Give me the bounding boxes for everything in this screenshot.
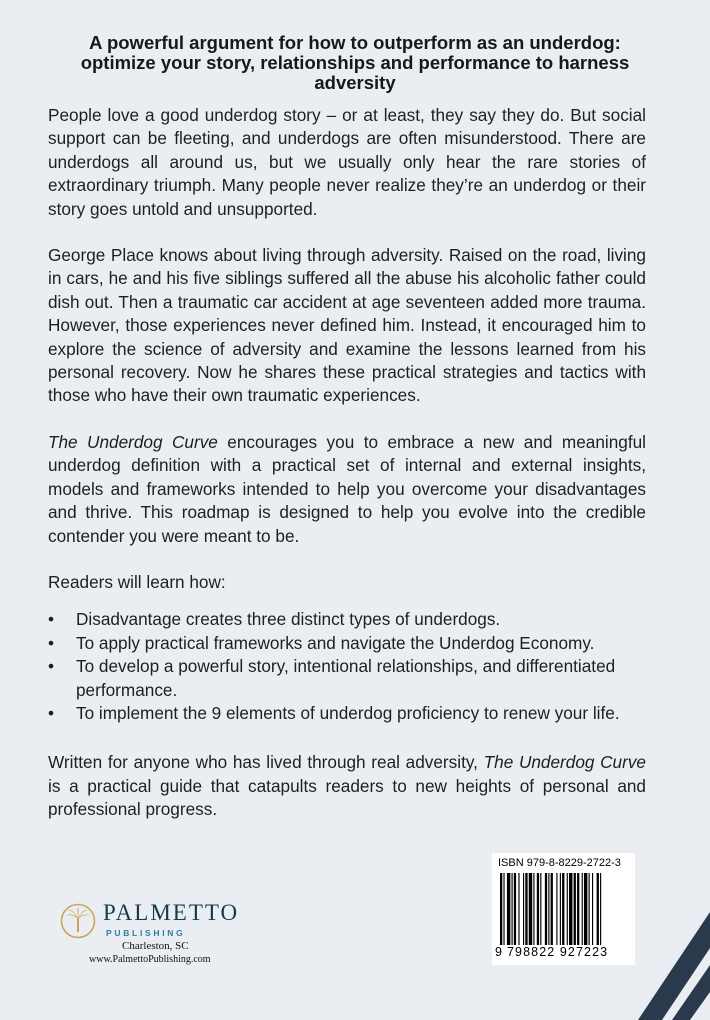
- list-item: • Disadvantage creates three distinct types of underdogs.: [48, 608, 646, 631]
- barcode-bar: [589, 873, 590, 945]
- isbn-label: ISBN 979-8-8229-2722-3: [498, 857, 621, 869]
- barcode-bar: [514, 873, 516, 945]
- barcode-bars: [500, 873, 627, 945]
- list-item: • To apply practical frameworks and navigate the Underdog Economy.: [48, 632, 646, 655]
- barcode-bar: [556, 873, 557, 945]
- description-body: [48, 104, 646, 845]
- barcode-digits: 798822 927223: [507, 945, 609, 959]
- barcode-bar: [529, 873, 532, 945]
- barcode-bar: [518, 873, 519, 945]
- book-title: The Underdog Curve: [48, 431, 218, 452]
- barcode-bar: [567, 873, 568, 945]
- barcode-bar: [574, 873, 576, 945]
- barcode-bar: [600, 873, 601, 945]
- barcode-bar: [525, 873, 527, 945]
- barcode-bar: [523, 873, 524, 945]
- barcode-bar: [577, 873, 579, 945]
- barcode-bar: [582, 873, 583, 945]
- barcode-bar: [540, 873, 541, 945]
- barcode-bar: [597, 873, 599, 945]
- barcode-bar: [584, 873, 587, 945]
- palmetto-tree-icon: [60, 903, 96, 939]
- barcode-bar: [545, 873, 547, 945]
- list-item: • To implement the 9 elements of underdog proficiency to renew your life.: [48, 702, 646, 725]
- barcode-bar: [507, 873, 510, 945]
- paragraph-closing: Written for anyone who has lived through real adversity, The Underdog Curve is a practical guide that catapults readers to new heights of personal and professional progress.: [48, 752, 646, 820]
- paragraph-readers-learn: Readers will learn how:: [48, 571, 226, 592]
- bullet-icon: •: [48, 656, 55, 677]
- list-item: • To develop a powerful story, intentional relationships, and differentiated performance.: [48, 656, 616, 700]
- barcode-bar: [562, 873, 564, 945]
- headline: A powerful argument for how to outperform as an underdog: optimize your story, relationships and performance to harness adversity: [80, 32, 630, 93]
- paragraph-author: George Place knows about living through adversity. Raised on the road, living in cars, he and his five siblings suffered all the abuse his alcoholic father could dish out. Then a traumatic car accident at age seventeen added more trauma. However, those experiences never defined him. Instead, it encouraged him to explore the science of adversity and examine the lessons learned from his personal recovery. Now he shares these practical strategies and tactics with those who have their own traumatic experiences.: [48, 245, 646, 406]
- paragraph-intro: People love a good underdog story – or at least, they say they do. But social support can be fleeting, and underdogs are often misunderstood. There are underdogs all around us, but we usually only hear the rare stories of extraordinary triumph. Many people never realize they’re an underdog or their story goes untold and unsupported.: [48, 105, 646, 219]
- barcode-bar: [500, 873, 502, 945]
- learning-points-list: [48, 608, 646, 725]
- barcode-bar: [503, 873, 504, 945]
- bullet-icon: •: [48, 702, 55, 723]
- book-title: The Underdog Curve: [483, 752, 646, 773]
- barcode-bar: [560, 873, 561, 945]
- publisher-city: Charleston, SC: [122, 940, 189, 952]
- barcode-bar: [569, 873, 572, 945]
- paragraph-book-summary: The Underdog Curve encourages you to embrace a new and meaningful underdog definition with a practical set of internal and external insights, models and frameworks intended to help you overcome your disadvantages and thrive. This roadmap is designed to help you evolve into the credible contender you were meant to be.: [48, 431, 646, 546]
- publisher-subtitle: PUBLISHING: [106, 928, 186, 938]
- barcode-bar: [537, 873, 539, 945]
- publisher-name: PALMETTO: [103, 900, 240, 925]
- bullet-icon: •: [48, 632, 55, 653]
- barcode-first-digit: 9: [495, 945, 502, 959]
- barcode-bar: [533, 873, 534, 945]
- publisher-url: www.PalmettoPublishing.com: [89, 954, 211, 965]
- barcode-bar: [512, 873, 513, 945]
- barcode-bar: [551, 873, 553, 945]
- isbn-barcode: [492, 853, 635, 965]
- bullet-icon: •: [48, 609, 55, 630]
- barcode-bar: [592, 873, 593, 945]
- barcode-bar: [548, 873, 549, 945]
